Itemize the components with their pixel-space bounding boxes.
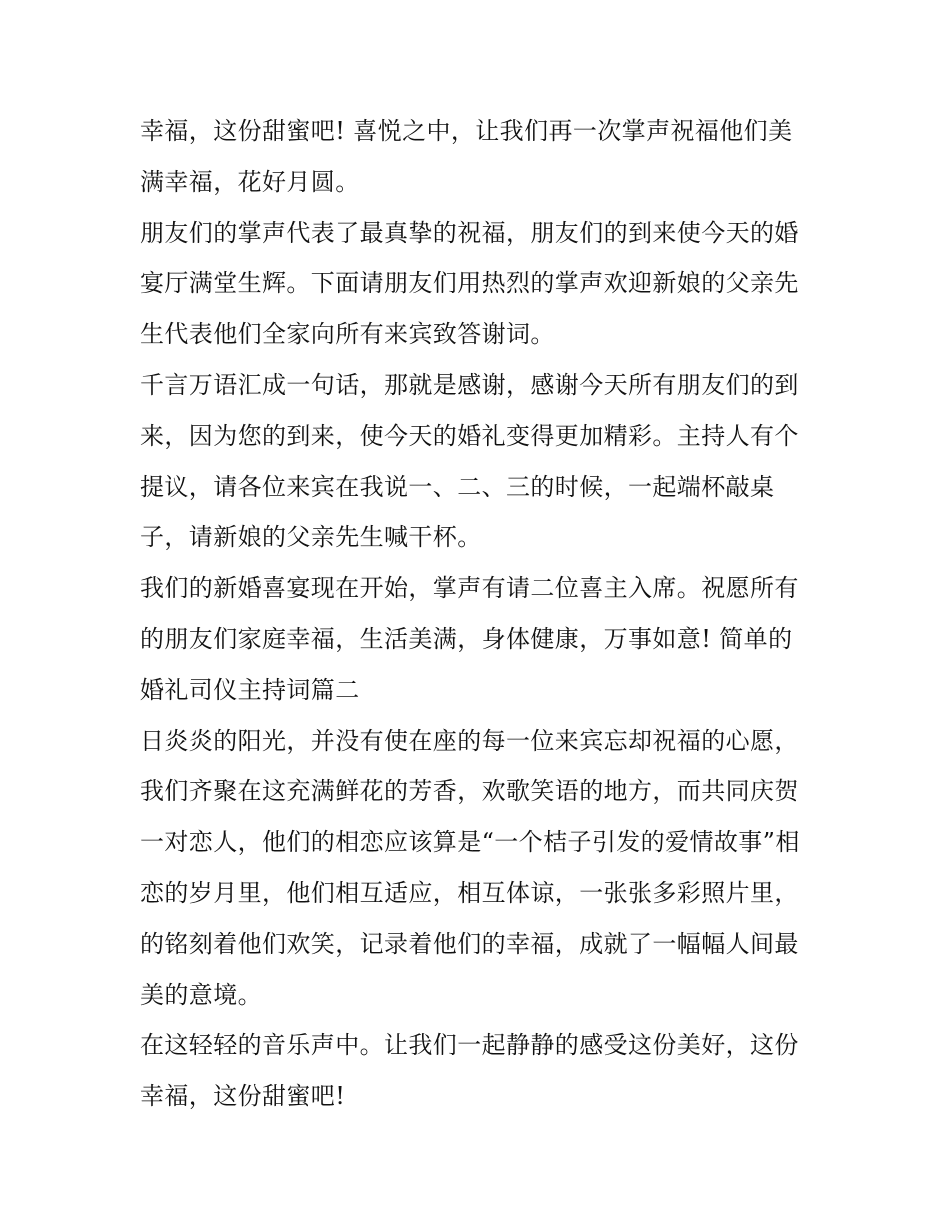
text-line: 满幸福，花好月圆。 [140,167,360,196]
text-line: 的铭刻着他们欢笑，记录着他们的幸福，成就了一幅幅人间最 [140,929,799,958]
text-line: 生代表他们全家向所有来宾致答谢词。 [140,320,555,349]
text-line: 朋友们的掌声代表了最真挚的祝福，朋友们的到来使今天的婚 [140,218,799,247]
text-line: 幸福，这份甜蜜吧! [140,1082,346,1111]
text-line: 的朋友们家庭幸福，生活美满，身体健康，万事如意! 简单的 [140,624,793,653]
text-line: 子，请新娘的父亲先生喊干杯。 [140,523,482,552]
text-line: 幸福，这份甜蜜吧! 喜悦之中，让我们再一次掌声祝福他们美 [140,117,793,145]
text-line: 提议，请各位来宾在我说一、二、三的时候，一起端杯敲桌 [140,472,775,501]
text-line: 宴厅满堂生辉。下面请朋友们用热烈的掌声欢迎新娘的父亲先 [140,269,799,298]
text-line: 来，因为您的到来，使今天的婚礼变得更加精彩。主持人有个 [140,421,799,450]
text-line: 一对恋人，他们的相恋应该算是“一个桔子引发的爱情故事”相 [140,828,800,857]
text-line: 我们齐聚在这充满鲜花的芳香，欢歌笑语的地方，而共同庆贺 [140,777,799,806]
text-line: 千言万语汇成一句话，那就是感谢，感谢今天所有朋友们的到 [140,370,799,399]
text-line: 在这轻轻的音乐声中。让我们一起静静的感受这份美好，这份 [140,1031,799,1060]
text-line: 我们的新婚喜宴现在开始，掌声有请二位喜主入席。祝愿所有 [140,574,799,603]
document-body [140,106,812,1122]
text-line: 日炎炎的阳光，并没有使在座的每一位来宾忘却祝福的心愿， [140,726,799,755]
text-line: 恋的岁月里，他们相互适应，相互体谅，一张张多彩照片里， [140,878,799,907]
section-heading: 婚礼司仪主持词篇二 [140,675,360,704]
text-line: 美的意境。 [140,980,262,1009]
